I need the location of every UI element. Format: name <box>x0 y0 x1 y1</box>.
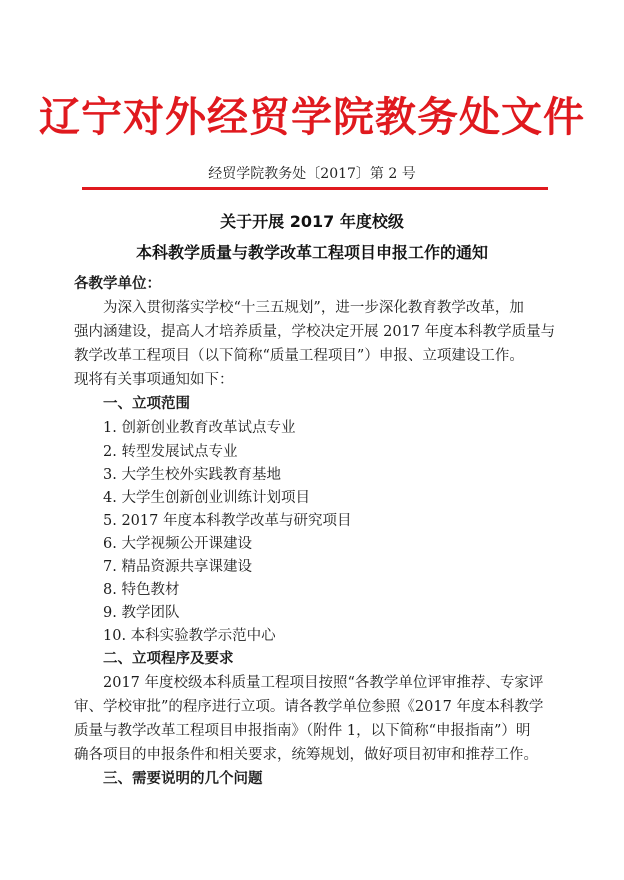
section-heading-procedure: 二、立项程序及要求 <box>103 651 234 667</box>
paragraph-line: 2017 年度校级本科质量工程项目按照“各教学单位评审推荐、专家评 <box>103 675 544 691</box>
list-item: 8. 特色教材 <box>103 582 180 598</box>
list-item: 5. 2017 年度本科教学改革与研究项目 <box>103 513 352 529</box>
paragraph-line: 审、学校审批”的程序进行立项。请各教学单位参照《2017 年度本科教学 <box>74 699 544 715</box>
list-item: 7. 精品资源共享课建设 <box>103 559 252 575</box>
intro-line: 现将有关事项通知如下： <box>74 372 234 388</box>
list-item: 1. 创新创业教育改革试点专业 <box>103 420 296 436</box>
salutation: 各教学单位： <box>74 276 161 292</box>
notice-title-line-1: 关于开展 2017 年度校级 <box>220 212 404 231</box>
intro-line: 为深入贯彻落实学校“十三五规划”，进一步深化教育教学改革，加 <box>103 300 524 316</box>
red-divider-line <box>82 187 548 190</box>
paragraph-line: 确各项目的申报条件和相关要求，统筹规划，做好项目初审和推荐工作。 <box>74 747 538 763</box>
list-item: 4. 大学生创新创业训练计划项目 <box>103 490 310 506</box>
intro-line: 教学改革工程项目（以下简称“质量工程项目”）申报、立项建设工作。 <box>74 348 524 364</box>
section-heading-notes: 三、需要说明的几个问题 <box>103 771 263 787</box>
notice-title-line-2: 本科教学质量与教学改革工程项目申报工作的通知 <box>135 243 488 262</box>
list-item: 10. 本科实验教学示范中心 <box>103 628 276 644</box>
header-title: 辽宁对外经贸学院教务处文件 <box>39 93 585 141</box>
paragraph-line: 质量与教学改革工程项目申报指南》（附件 1，以下简称“申报指南”）明 <box>74 723 531 739</box>
list-item: 2. 转型发展试点专业 <box>103 444 238 460</box>
list-item: 3. 大学生校外实践教育基地 <box>103 467 281 483</box>
document-number: 经贸学院教务处〔2017〕第 2 号 <box>208 166 416 182</box>
intro-line: 强内涵建设，提高人才培养质量，学校决定开展 2017 年度本科教学质量与 <box>74 324 556 340</box>
section-heading-scope: 一、立项范围 <box>103 396 190 412</box>
list-item: 9. 教学团队 <box>103 605 180 621</box>
list-item: 6. 大学视频公开课建设 <box>103 536 252 552</box>
